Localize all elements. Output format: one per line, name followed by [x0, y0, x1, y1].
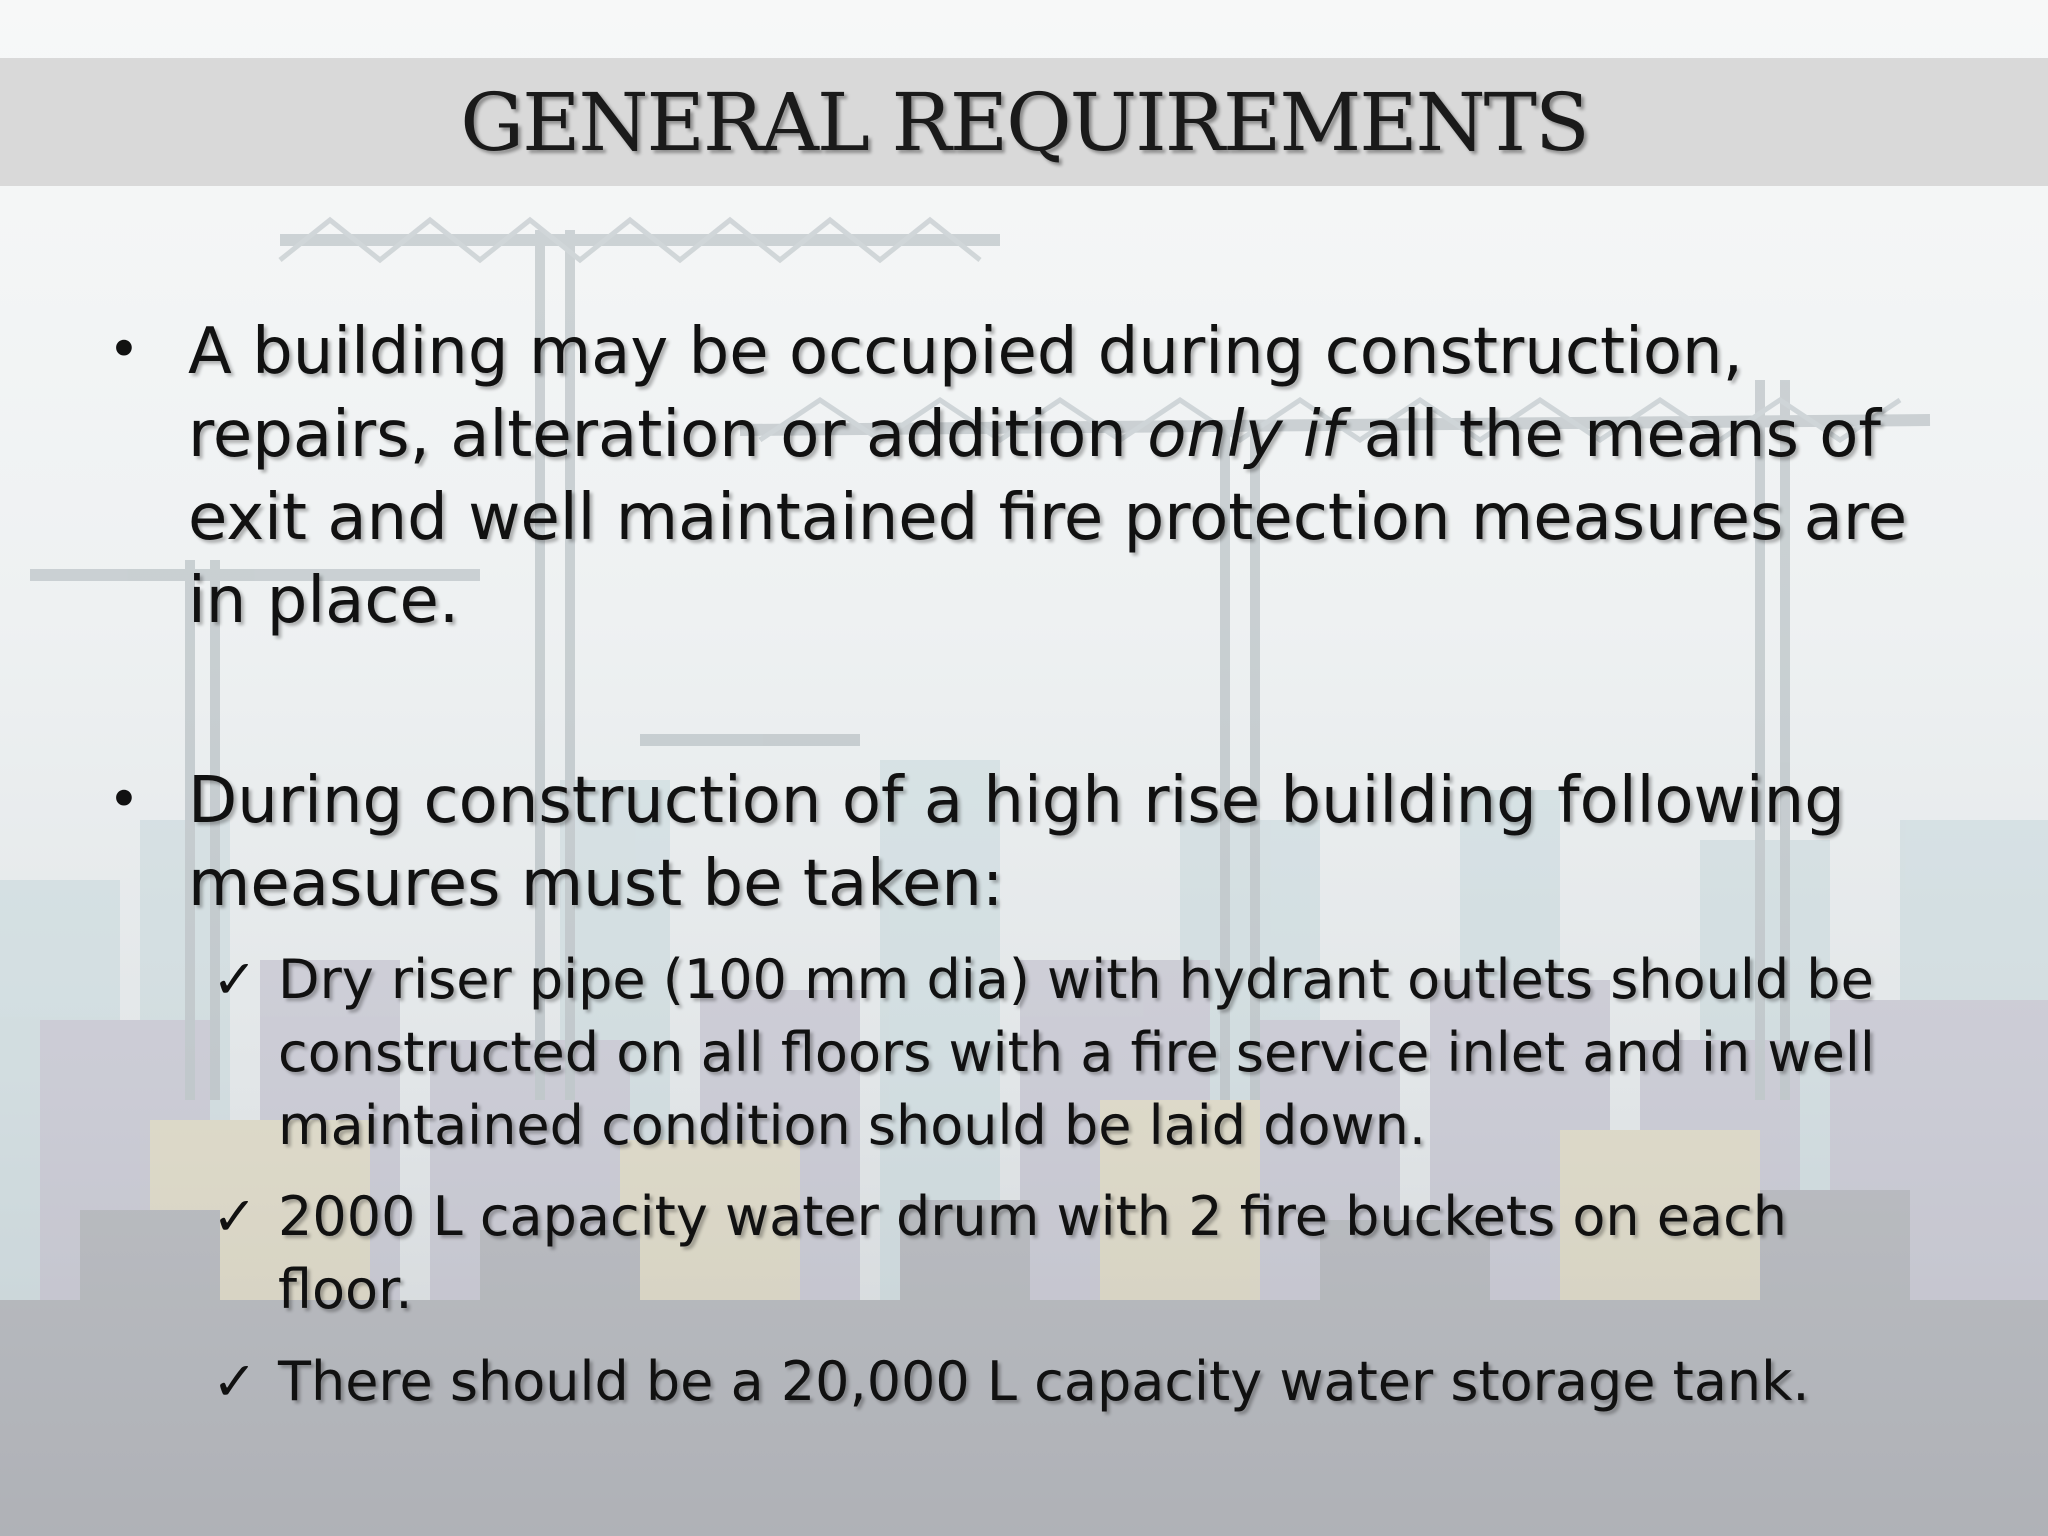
- checkmark-icon: ✓: [212, 1350, 258, 1413]
- sub-item-3-text: There should be a 20,000 L capacity water storage tank.: [278, 1350, 1810, 1413]
- bullet-marker: •: [108, 768, 140, 831]
- bullet-1-emphasis: only if: [1147, 398, 1344, 472]
- bullet-1-text: [188, 311, 1908, 643]
- bullet-2-text: During construction of a high rise building following measures must be taken:: [188, 764, 1845, 921]
- bullet-1-text-end: all the means of exit and well maintained fire protection measures are in place.: [188, 398, 1908, 638]
- bullet-1-text-start: A building may be occupied during construction, repairs, alteration or addition: [188, 315, 1743, 472]
- sub-item-2-text: 2000 L capacity water drum with 2 fire buckets on each floor.: [278, 1185, 1788, 1321]
- checkmark-icon: ✓: [212, 1185, 258, 1248]
- checkmark-icon: ✓: [212, 948, 258, 1011]
- sub-item-1-text: Dry riser pipe (100 mm dia) with hydrant outlets should be constructed on all floors with a fire service inlet and in well maintained condition should be laid down.: [278, 948, 1875, 1157]
- slide-title: GENERAL REQUIREMENTS: [460, 75, 1588, 169]
- bullet-marker: •: [108, 318, 140, 381]
